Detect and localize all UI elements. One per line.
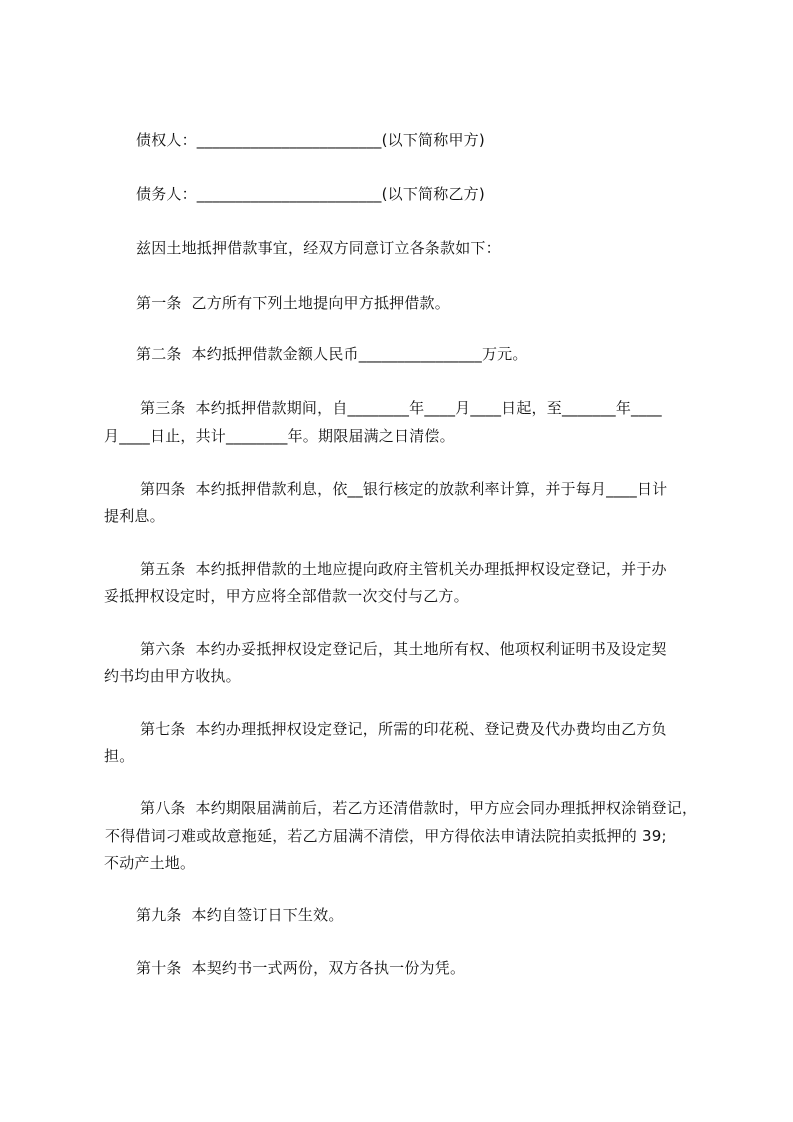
clause-2: 第二条 本约抵押借款金额人民币________________万元。 bbox=[136, 345, 528, 363]
creditor-line: 债权人：________________________(以下简称甲方) bbox=[136, 131, 485, 149]
clause-3-line-2: 月____日止，共计________年。期限届满之日清偿。 bbox=[104, 427, 455, 445]
clause-7-line-1: 第七条 本约办理抵押权设定登记，所需的印花税、登记费及代办费均由乙方负 bbox=[140, 720, 667, 738]
clause-3-line-1: 第三条 本约抵押借款期间，自________年____月____日起，至_______年____ bbox=[140, 399, 662, 417]
debtor-line: 债务人：________________________(以下简称乙方) bbox=[136, 185, 485, 203]
intro-paragraph: 兹因土地抵押借款事宜，经双方同意订立各条款如下： bbox=[136, 239, 501, 257]
clause-10: 第十条 本契约书一式两份，双方各执一份为凭。 bbox=[136, 959, 466, 977]
clause-6-line-2: 约书均由甲方收执。 bbox=[104, 667, 241, 685]
clause-5-line-2: 妥抵押权设定时，甲方应将全部借款一次交付与乙方。 bbox=[104, 587, 469, 605]
clause-4-line-2: 提利息。 bbox=[104, 507, 165, 525]
clause-8-line-2: 不得借词刁难或故意拖延，若乙方届满不清偿，甲方得依法申请法院拍卖抵押的 39; bbox=[105, 827, 667, 845]
clause-6-line-1: 第六条 本约办妥抵押权设定登记后，其土地所有权、他项权利证明书及设定契 bbox=[140, 640, 667, 658]
clause-8-line-3: 不动产土地。 bbox=[104, 854, 196, 872]
clause-9: 第九条 本约自签订日下生效。 bbox=[136, 906, 344, 924]
clause-5-line-1: 第五条 本约抵押借款的土地应提向政府主管机关办理抵押权设定登记，并于办 bbox=[140, 560, 667, 578]
clause-8-line-1: 第八条 本约期限届满前后，若乙方还清借款时，甲方应会同办理抵押权涂销登记， bbox=[140, 799, 698, 817]
clause-4-line-1: 第四条 本约抵押借款利息，依__银行核定的放款利率计算，并于每月____日计 bbox=[140, 480, 668, 498]
clause-7-line-2: 担。 bbox=[104, 747, 135, 765]
clause-1: 第一条 乙方所有下列土地提向甲方抵押借款。 bbox=[136, 294, 450, 312]
